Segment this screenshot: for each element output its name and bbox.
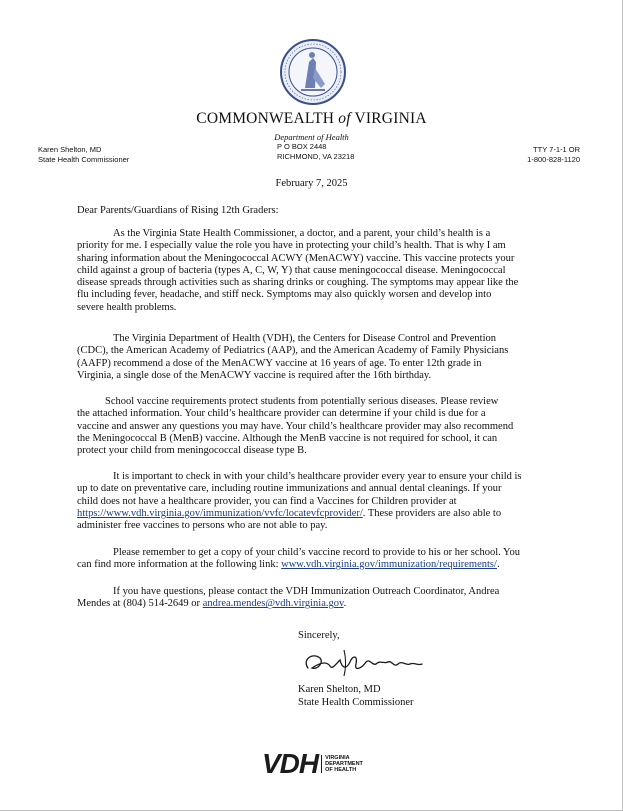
letter-date: February 7, 2025: [275, 178, 348, 189]
agency-name: COMMONWEALTH of VIRGINIA: [196, 110, 427, 127]
vdh-logo-text: VIRGINIA DEPARTMENT OF HEALTH: [321, 755, 363, 773]
paragraph-5: Please remember to get a copy of your child’s vaccine record to provide to his or her school. You can find more information at the following link: www.vdh.virginia.gov/immunization/requirements/.: [77, 547, 521, 571]
paragraph-3: School vaccine requirements protect students from potentially serious diseases. Please review the attached information. Your child’s healthcare provider can determine if your child is due for a vaccine and answer any questions you may have. Your child’s healthcare provider may also recommend the Meningococcal B (MenB) vaccine. Although the MenB vaccine is not required for school, it can protect your child from meningococcal disease type B.: [77, 396, 514, 457]
requirements-link[interactable]: www.vdh.virginia.gov/immunization/requirements/: [281, 559, 497, 571]
closing: Sincerely,: [298, 630, 340, 641]
paragraph-4: It is important to check in with your child’s healthcare provider every year to ensure your child is up to date on preventative care, including routine immunizations and annual dental cleanings. If your child does not have a healthcare provider, you can find a Vaccines for Children provider at https://www.vdh.virginia.gov/immunization/vvfc/locatevfcprovider/. These providers are also able to administer free vaccines to persons who are not able to pay.: [77, 471, 522, 532]
vdh-logo-mark: VDH: [262, 748, 319, 779]
commissioner-header: Karen Shelton, MD State Health Commissioner: [38, 145, 130, 164]
vfc-provider-link[interactable]: https://www.vdh.virginia.gov/immunization/vvfc/locatevfcprovider/: [77, 507, 363, 519]
paragraph-1: As the Virginia State Health Commissioner, a doctor, and a parent, your child’s health is a priority for me. I especially value the role you have in protecting your child’s health. That is why I am sharing information about the Meningococcal ACWY (MenACWY) vaccine. This vaccine protects your child against a group of bacteria (types A, C, W, Y) that cause meningococcal disease. Meningococcal disease spreads through activities such as sharing drinks or coughing. The symptoms may appear like the flu including fever, headache, and stiff neck. Symptoms may also quickly worsen and develop into severe health problems.: [77, 228, 519, 313]
salutation: Dear Parents/Guardians of Rising 12th Graders:: [77, 205, 279, 216]
email-link[interactable]: andrea.mendes@vdh.virginia.gov: [202, 598, 344, 610]
mailing-address: P O BOX 2448 RICHMOND, VA 23218: [277, 142, 355, 161]
signer-block: Karen Shelton, MD State Health Commissioner: [298, 684, 414, 708]
virginia-seal-icon: [279, 38, 347, 106]
paragraph-2: The Virginia Department of Health (VDH), the Centers for Disease Control and Prevention (CDC), the American Academy of Pediatrics (AAP), and the American Academy of Family Physicians (AAFP) recommend a dose of the MenACWY vaccine at 16 years of age. To enter 12th grade in Virginia, a single dose of the MenACWY vaccine is required after the 16th birthday.: [77, 333, 509, 381]
paragraph-6: If you have questions, please contact the VDH Immunization Outreach Coordinator, Andrea Mendes at (804) 514-2649 or andrea.mendes@vdh.virginia.gov.: [77, 586, 500, 610]
contact-header: TTY 7-1-1 OR 1-800-828-1120: [527, 145, 580, 164]
department-name: Department of Health: [274, 132, 349, 142]
signature-icon: [300, 646, 430, 680]
vdh-logo: [262, 748, 363, 780]
